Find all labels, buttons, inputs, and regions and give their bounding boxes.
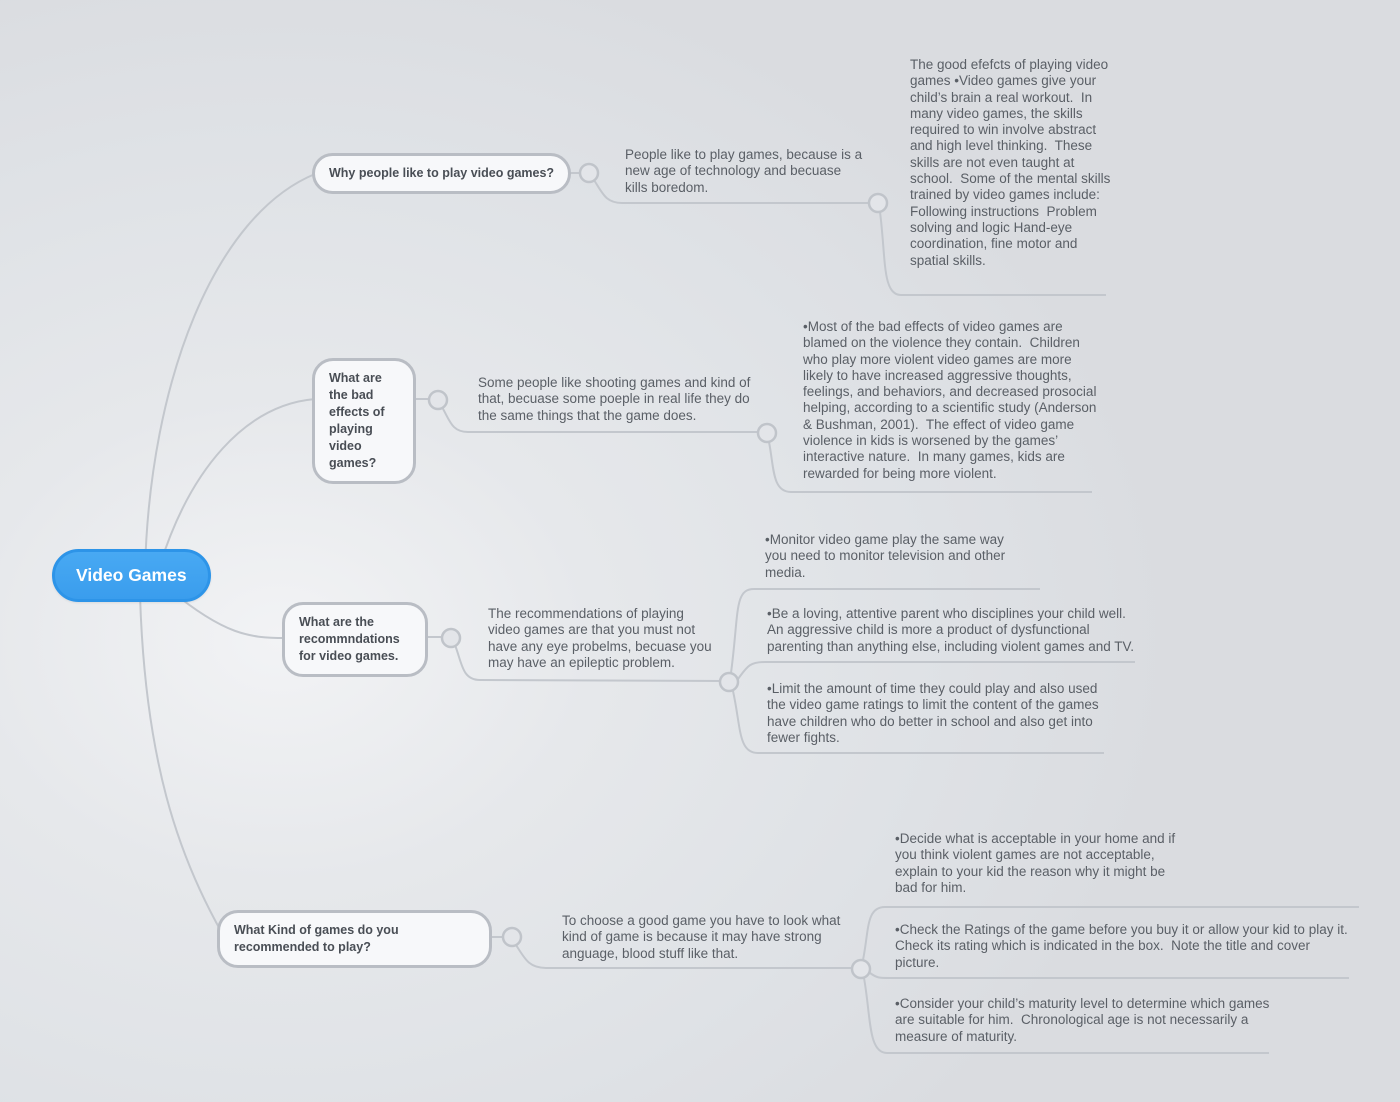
note-node-why-people-play[interactable]: People like to play games, because is a new age of technology and becuase kills boredom. — [625, 147, 866, 195]
topic-node-recommended-games[interactable]: What Kind of games do you recommended to play? — [217, 910, 492, 968]
topic-node-why-people-play[interactable]: Why people like to play video games? — [312, 153, 571, 194]
edge-root-to-topic-2 — [160, 399, 315, 565]
detail-node-check-ratings[interactable]: •Check the Ratings of the game before you buy it or allow your kid to play it. Check its rating which is indicated in the box. Note the title and cover picture. — [895, 922, 1352, 970]
topic-node-bad-effects[interactable]: What are the bad effects of playing video games? — [312, 358, 416, 484]
junction-circle-topic-3[interactable] — [442, 629, 460, 647]
detail-node-violence-study[interactable]: •Most of the bad effects of video games are blamed on the violence they contain. Children who play more violent video games are more likely to have increased aggressive thoughts, feelings, and behaviors, and decreased prosocial helping, according to a scientific study (Anderson & Bushman, 2001). The effect of video game violence in kids is worsened by the games’ interactive nature. In many games, kids are rewarded for being more violent. — [803, 319, 1101, 481]
root-node-video-games[interactable]: Video Games — [52, 549, 211, 602]
edge-note4-to-detail-2 — [870, 973, 1349, 978]
note-node-choose-good-game[interactable]: To choose a good game you have to look what kind of game is because it may have strong anguage, blood stuff like that. — [562, 913, 845, 961]
junction-circle-note-2[interactable] — [758, 424, 776, 442]
detail-node-good-effects[interactable]: The good efefcts of playing video games •Video games give your child’s brain a real workout. In many video games, the skills required to win involve abstract and high level thinking. These skills are not even taught at school. Some of the mental skills trained by video games include: Following instructions Problem solving and logic Hand-eye coordination, fine motor and spatial skills. — [910, 57, 1115, 268]
junction-circle-note-1[interactable] — [869, 194, 887, 212]
junction-circle-note-3[interactable] — [720, 673, 738, 691]
junction-circle-topic-2[interactable] — [429, 391, 447, 409]
note-node-recommendations[interactable]: The recommendations of playing video games are that you must not have any eye probelms, becuase you may have an epileptic problem. — [488, 606, 716, 670]
junction-circle-topic-1[interactable] — [580, 164, 598, 182]
edge-root-to-topic-1 — [145, 174, 315, 570]
edge-root-to-topic-4 — [140, 595, 222, 933]
detail-node-maturity-level[interactable]: •Consider your child’s maturity level to determine which games are suitable for him. Chronological age is not necessarily a measure of maturity. — [895, 996, 1274, 1044]
junction-circle-topic-4[interactable] — [503, 928, 521, 946]
junction-circle-note-4[interactable] — [852, 960, 870, 978]
detail-node-monitor-play[interactable]: •Monitor video game play the same way you need to monitor television and other media. — [765, 532, 1009, 580]
topic-node-recommendations[interactable]: What are the recommndations for video games. — [282, 602, 428, 677]
note-node-bad-effects[interactable]: Some people like shooting games and kind of that, becuase some poeple in real life they do the same things that the game does. — [478, 375, 755, 423]
detail-node-limit-time[interactable]: •Limit the amount of time they could play and also used the video game ratings to limit the content of the games have children who do better in school and also get into fewer fights. — [767, 681, 1103, 745]
edge-note3-to-detail-2 — [738, 662, 1135, 679]
detail-node-decide-acceptable[interactable]: •Decide what is acceptable in your home and if you think violent games are not acceptable, explain to your kid the reason why it might be bad for him. — [895, 831, 1179, 895]
detail-node-loving-parent[interactable]: •Be a loving, attentive parent who disciplines your child well. An aggressive child is more a product of dysfunctional parenting than anything else, including violent games and TV. — [767, 606, 1135, 654]
